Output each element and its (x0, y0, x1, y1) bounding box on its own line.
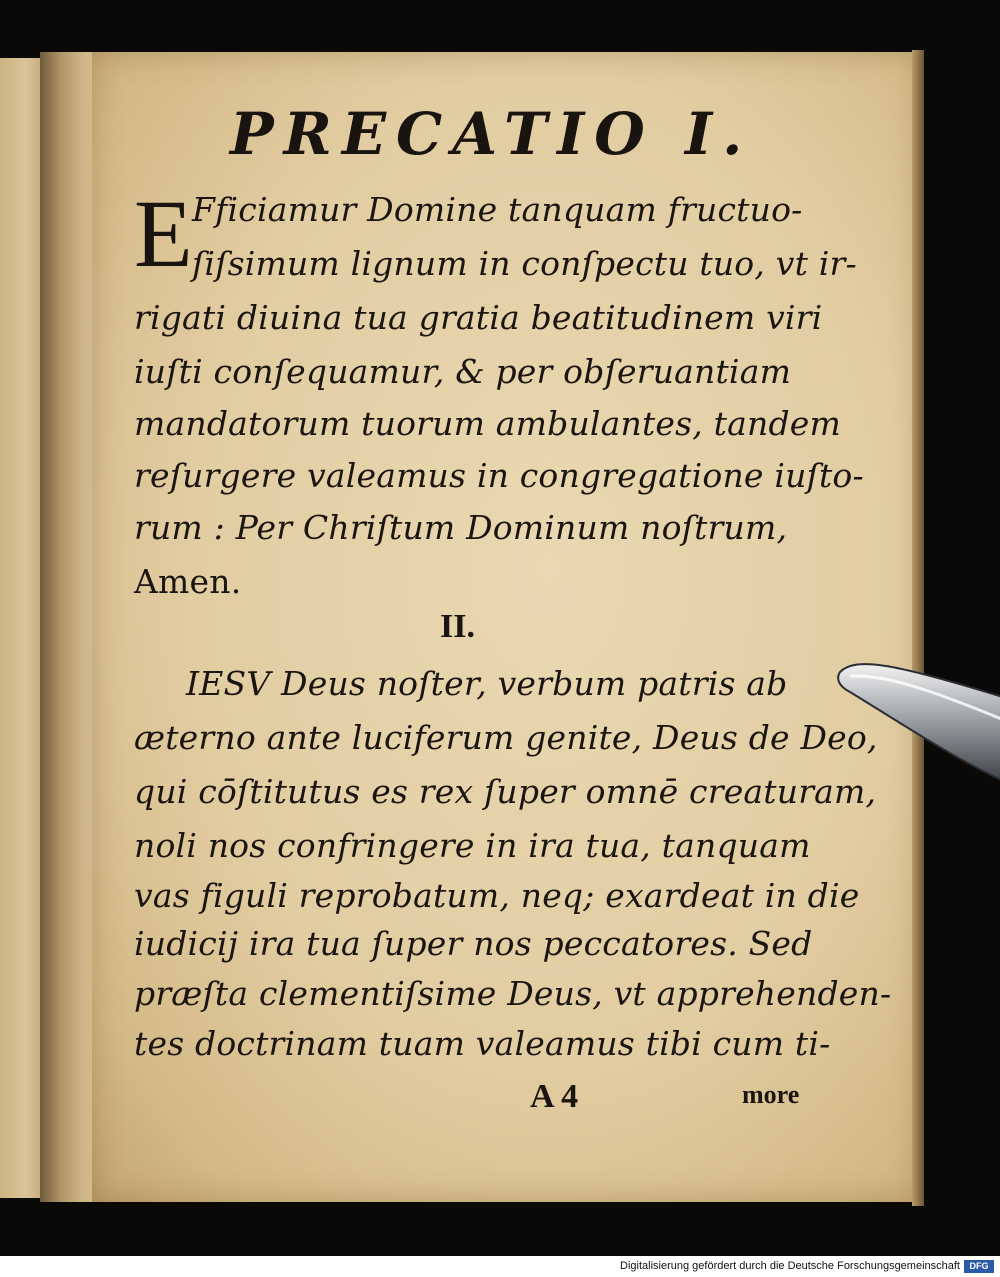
text-line: reſurgere valeamus in congregatione iuſto- (134, 456, 864, 495)
text-line: præſta clementiſsime Deus, vt apprehenden- (134, 974, 892, 1013)
text-line: vas figuli reprobatum, neq; exardeat in die (134, 876, 860, 915)
text-line: iuſti conſequamur, & per obſeruantiam (134, 352, 792, 391)
catchword: more (742, 1080, 800, 1109)
dfg-logo-icon: DFG (964, 1260, 994, 1273)
signature-mark: A 4 (530, 1078, 579, 1115)
text-line: IESV Deus noſter, verbum patris ab (186, 664, 788, 703)
page-title: PRECATIO I. (230, 100, 753, 168)
drop-initial: E (134, 180, 193, 287)
text-line: mandatorum tuorum ambulantes, tandem (134, 404, 842, 443)
text-line: rum : Per Chriſtum Dominum noſtrum, (134, 508, 788, 547)
text-line: Amen. (134, 562, 242, 601)
text-line: ſiſsimum lignum in conſpectu tuo, vt ir- (192, 244, 857, 283)
text-line: tes doctrinam tuam valeamus tibi cum ti- (134, 1024, 831, 1063)
section-number: II. (440, 608, 475, 645)
footer-bar (0, 1256, 1000, 1277)
funding-credit: Digitalisierung gefördert durch die Deutsche Forschungsgemeinschaft (620, 1260, 960, 1272)
text-line: noli nos confringere in ira tua, tanquam (134, 826, 811, 865)
text-line: Fficiamur Domine tanquam fructuo- (192, 190, 803, 229)
page-edge (912, 50, 924, 1206)
text-line: iudicij ira tua ſuper nos peccatores. Sed (134, 924, 813, 963)
text-line: æterno ante luciferum genite, Deus de Deo, (134, 718, 878, 757)
page-holder-pointer (836, 650, 1000, 790)
text-line: rigati diuina tua gratia beatitudinem viri (134, 298, 823, 337)
text-line: qui cōſtitutus es rex ſuper omnē creaturam, (134, 772, 877, 811)
